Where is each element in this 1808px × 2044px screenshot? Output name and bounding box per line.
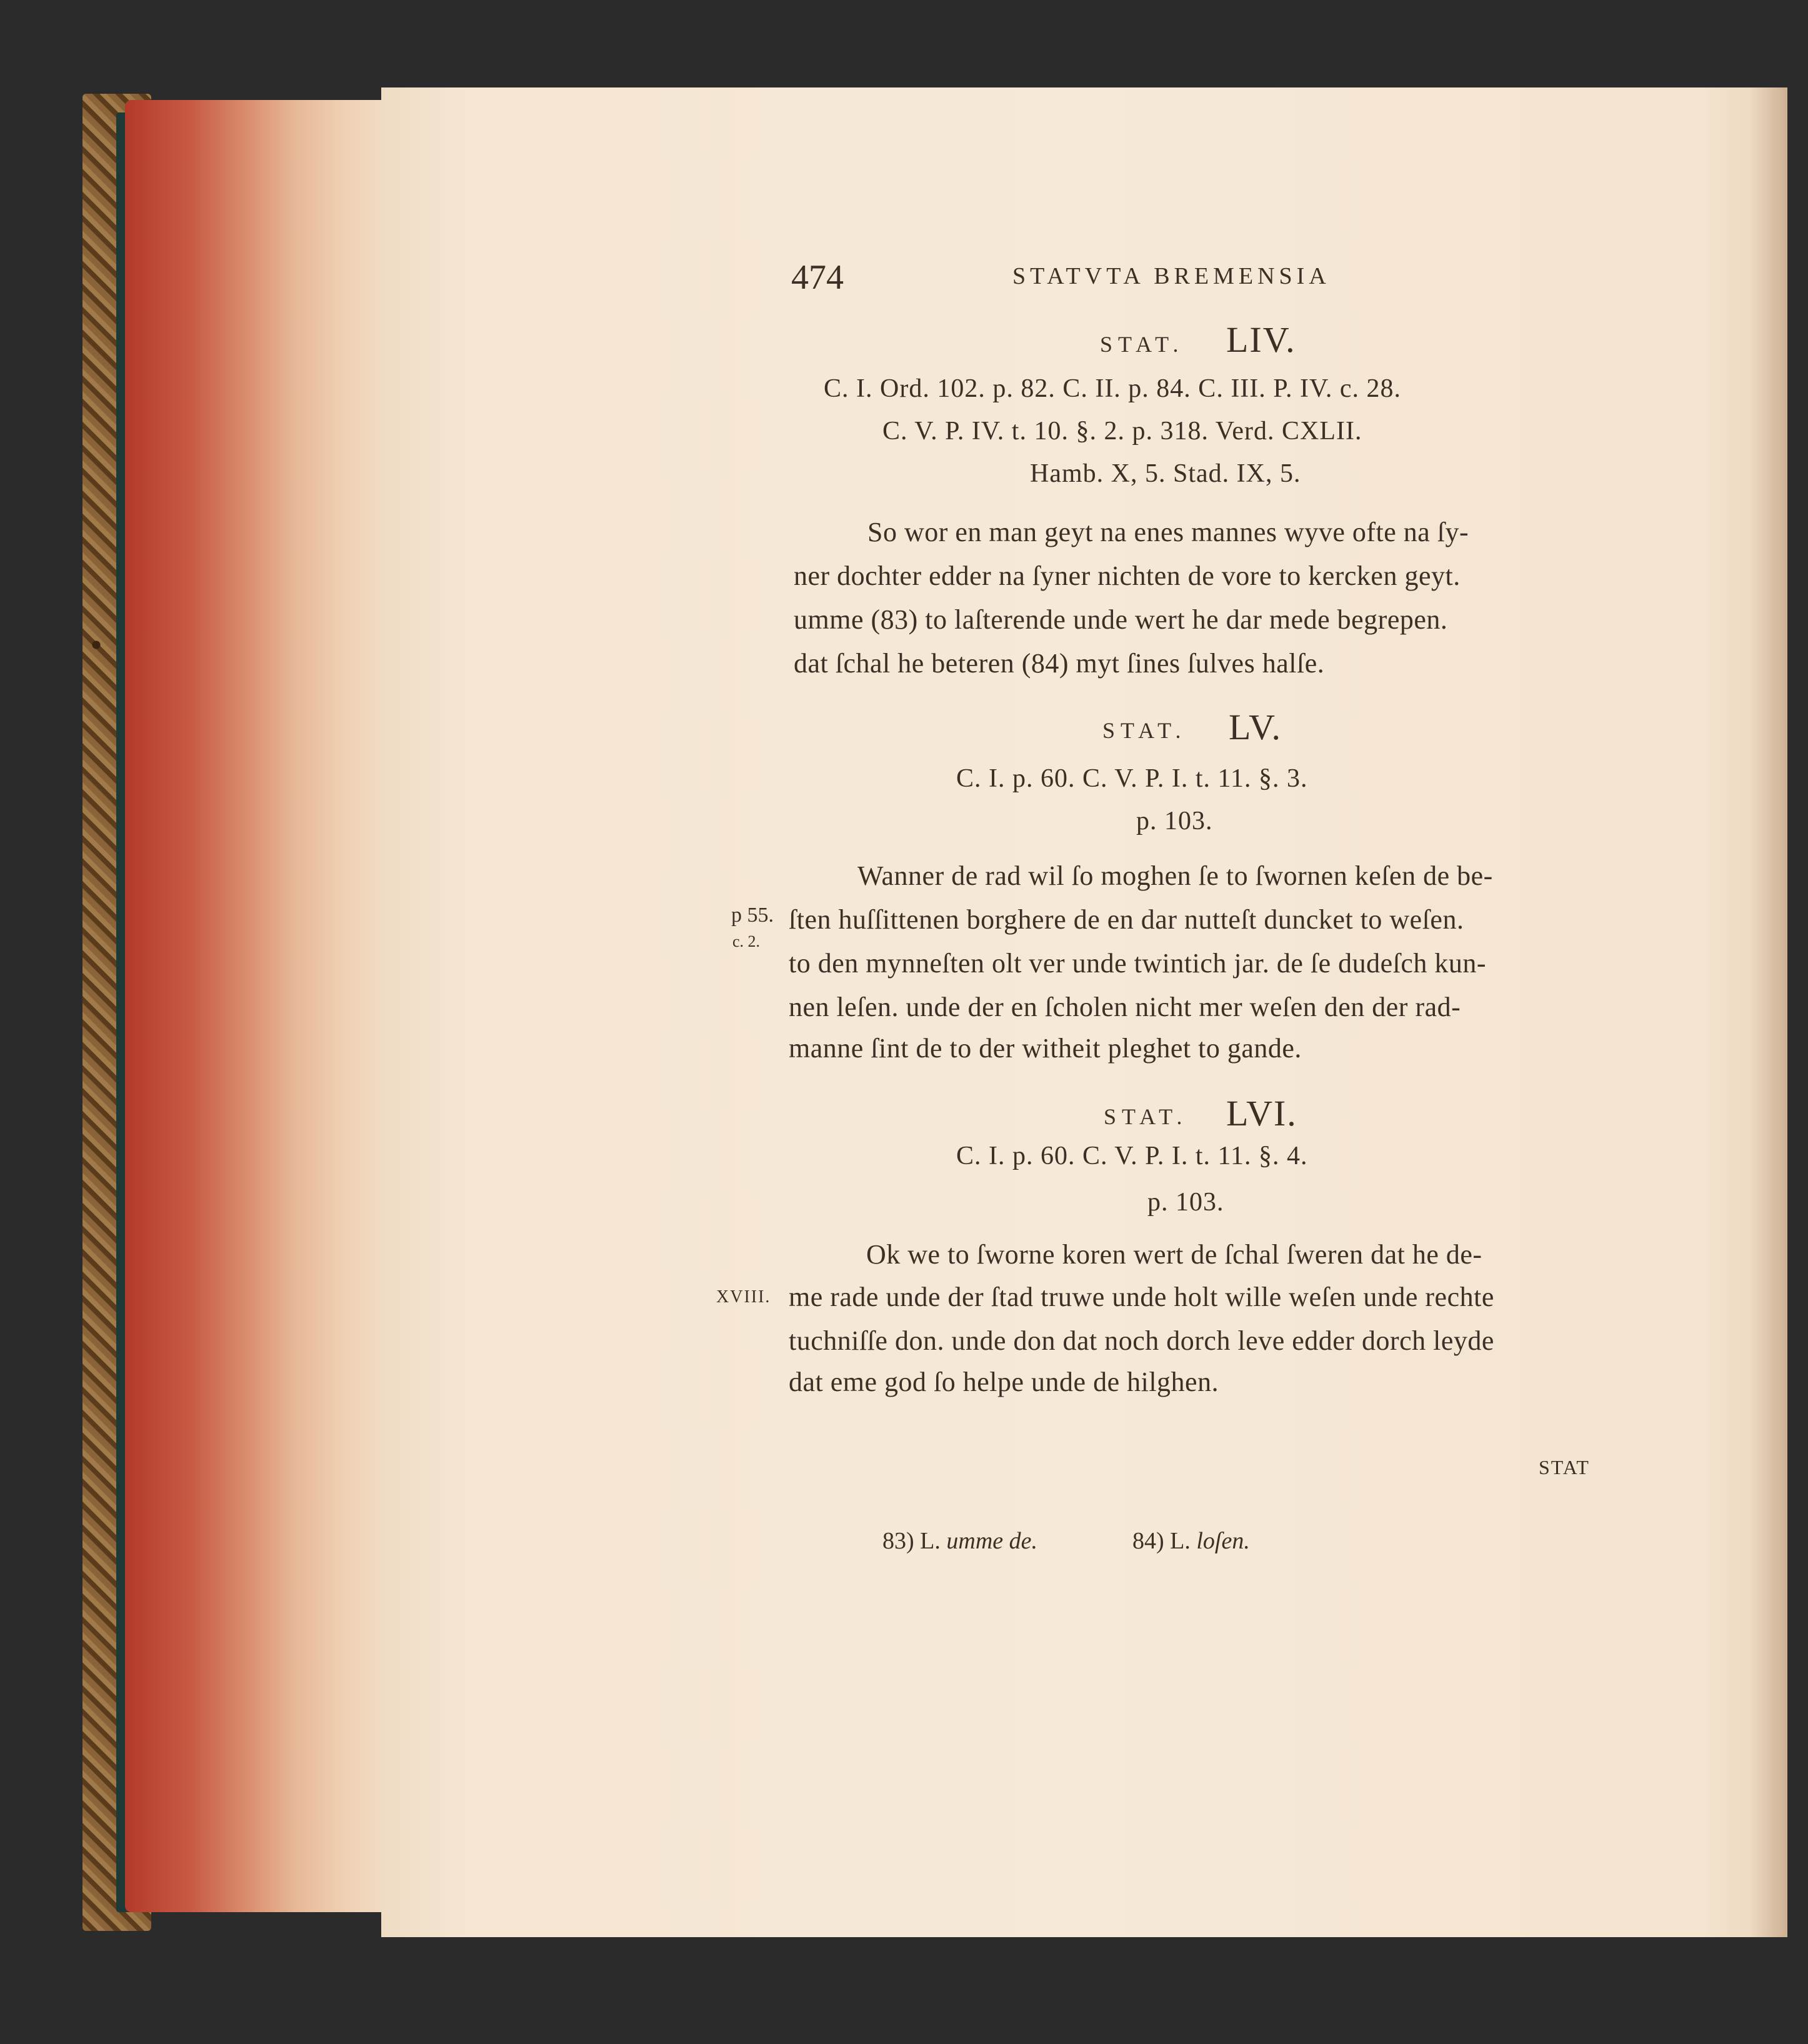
footnote-number: 83) <box>882 1528 914 1554</box>
page-gutter-shadow <box>1750 87 1787 1937</box>
running-head: STATVTA BREMENSIA <box>1012 263 1331 289</box>
footnote-83 <box>882 1527 1037 1555</box>
text-line: dat ſchal he beteren (84) myt ſines ſulves halſe. <box>794 648 1325 679</box>
text-line: Wanner de rad wil ſo moghen ſe to ſwornen keſen de be- <box>857 860 1493 891</box>
text-line: dat eme god ſo helpe unde de hilghen. <box>789 1367 1219 1397</box>
reference-line: Hamb. X, 5. Stad. IX, 5. <box>1030 459 1301 488</box>
text-line: me rade unde der ſtad truwe unde holt wille weſen unde rechte <box>789 1282 1494 1312</box>
stat-heading: STAT. <box>1100 332 1184 357</box>
text-line: ner dochter edder na ſyner nichten de vore to kercken geyt. <box>794 561 1461 591</box>
margin-note: p 55. <box>731 904 774 927</box>
footnote-84 <box>1132 1527 1250 1555</box>
text-line: manne ſint de to der witheit pleghet to gande. <box>789 1033 1302 1064</box>
margin-note: c. 2. <box>732 932 761 950</box>
stat-numeral: LV. <box>1229 707 1282 747</box>
footnote-source: L. <box>1170 1528 1191 1554</box>
footnote-source: L. <box>920 1528 941 1554</box>
page-block-edges <box>125 100 387 1912</box>
footnote-number: 84) <box>1132 1528 1164 1554</box>
text-line: to den mynneſten olt ver unde twintich jar. de ſe dudeſch kun- <box>789 948 1487 979</box>
text-line: nen leſen. unde der en ſcholen nicht mer weſen den der rad- <box>789 992 1461 1022</box>
margin-note: XVIII. <box>716 1287 771 1307</box>
footnote-text: umme de. <box>946 1528 1037 1554</box>
reference-line: p. 103. <box>1136 807 1213 835</box>
page-number: 474 <box>791 258 844 297</box>
reference-line: p. 103. <box>1147 1188 1224 1217</box>
reference-line: C. I. p. 60. C. V. P. I. t. 11. §. 3. <box>956 764 1308 793</box>
stat-numeral: LIV. <box>1226 319 1296 360</box>
reference-line: C. I. Ord. 102. p. 82. C. II. p. 84. C. III. P. IV. c. 28. <box>824 374 1402 403</box>
text-line: umme (83) to laſterende unde wert he dar mede begrepen. <box>794 604 1448 635</box>
stat-heading: STAT. <box>1104 1104 1188 1129</box>
text-line: tuchniſſe don. unde don dat noch dorch leve edder dorch leyde <box>789 1325 1494 1356</box>
text-line: Ok we to ſworne koren wert de ſchal ſweren dat he de- <box>866 1239 1482 1270</box>
stat-heading: STAT. <box>1102 718 1187 743</box>
text-line: ſten huſſittenen borghere de en dar nutteſt duncket to weſen. <box>789 904 1464 935</box>
reference-line: C. V. P. IV. t. 10. §. 2. p. 318. Verd. CXLII. <box>882 417 1362 446</box>
reference-line: C. I. p. 60. C. V. P. I. t. 11. §. 4. <box>956 1142 1308 1170</box>
catchword: STAT <box>1539 1456 1590 1478</box>
stat-numeral: LVI. <box>1226 1093 1297 1134</box>
text-line: So wor en man geyt na enes mannes wyve ofte na ſy- <box>867 517 1469 547</box>
footnote-text: loſen. <box>1196 1528 1250 1554</box>
